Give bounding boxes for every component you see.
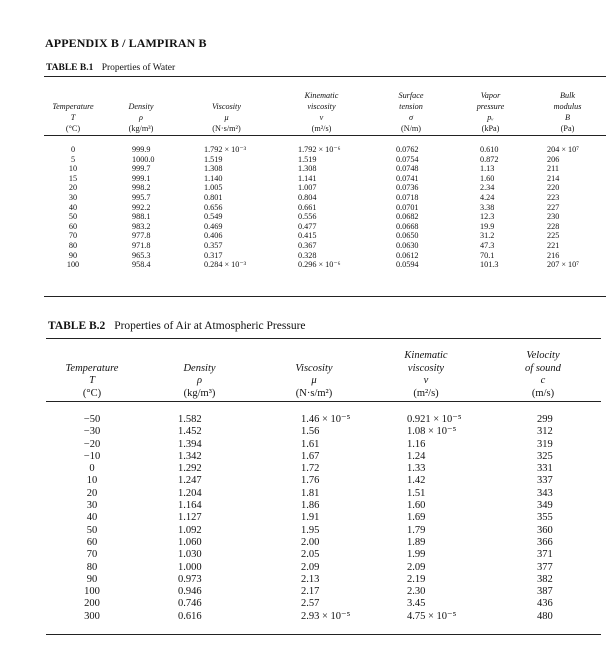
table-cell: 12.3: [480, 212, 495, 222]
column-header: [46, 342, 138, 406]
table-row: [46, 500, 601, 512]
table-row: [44, 138, 606, 155]
table-cell: 1.140: [204, 173, 223, 183]
column-header-symbol: c: [540, 375, 546, 386]
table-row: [46, 463, 601, 475]
table2-caption: [48, 320, 306, 332]
table-cell: 999.7: [132, 164, 151, 174]
column-header-name: Surface tension: [398, 91, 424, 111]
table-cell: 15: [68, 173, 78, 183]
table-row: [44, 174, 606, 184]
table1-label: TABLE B.1: [46, 63, 94, 73]
column-header-symbol: pᵥ: [487, 113, 494, 122]
table-cell: 214: [547, 173, 560, 183]
table-cell: 1.394: [178, 438, 202, 450]
table-cell: 1.204: [178, 487, 202, 499]
table-cell: 1.86: [301, 500, 320, 512]
column-header-symbol: μ: [224, 113, 229, 122]
table-cell: 2.57: [301, 598, 320, 610]
table-row: [46, 525, 601, 537]
table-cell: 1.95: [301, 524, 320, 536]
table-cell: 5: [70, 154, 76, 164]
column-header-unit: (Pa): [560, 124, 575, 133]
table-row: [44, 231, 606, 241]
table-cell: 4.75 × 10⁻⁵: [407, 610, 457, 622]
table-cell: 0.0612: [396, 250, 419, 260]
table-row: [46, 406, 601, 426]
table-cell: 1.164: [178, 500, 202, 512]
table1-body: [44, 138, 606, 270]
column-header-unit: (°C): [82, 387, 102, 399]
table-cell: 343: [537, 487, 553, 499]
table-cell: 436: [537, 598, 553, 610]
table-cell: 206: [547, 154, 560, 164]
table-row: [44, 203, 606, 213]
table-cell: 1.60: [480, 173, 495, 183]
table-cell: 0: [70, 145, 76, 154]
table1-header-row: [44, 82, 606, 138]
table-cell: 1.000: [178, 561, 202, 573]
column-header-unit: (°C): [65, 124, 81, 133]
table-row: [46, 475, 601, 487]
table-cell: 228: [547, 221, 560, 231]
column-header-name: Kinematic viscosity: [404, 350, 448, 374]
table-cell: 1.519: [204, 154, 223, 164]
table-cell: 2.00: [301, 536, 320, 548]
table-cell: 60: [68, 221, 78, 231]
table-cell: 90: [86, 573, 98, 585]
table-cell: 377: [537, 561, 553, 573]
table-cell: 2.09: [407, 561, 426, 573]
table-cell: 300: [84, 610, 100, 622]
column-header: [485, 342, 601, 406]
table-cell: 0.296 × 10⁻⁶: [298, 260, 341, 270]
table-cell: 2.19: [407, 573, 426, 585]
table-cell: 3.38: [480, 202, 495, 212]
table-cell: 360: [537, 524, 553, 536]
table-cell: 971.8: [132, 240, 151, 250]
column-header: [180, 82, 273, 138]
table-cell: 1.308: [298, 164, 317, 174]
table-cell: 1.91: [301, 512, 320, 524]
table-cell: 0.872: [480, 154, 499, 164]
column-header-name: Temperature: [65, 362, 119, 374]
table-row: [46, 537, 601, 549]
table-cell: 0.0741: [396, 173, 419, 183]
table-cell: 90: [68, 250, 78, 260]
table-cell: 1.69: [407, 512, 426, 524]
column-header-unit: (N/m): [400, 124, 421, 133]
table-cell: 312: [537, 426, 553, 438]
table-row: [46, 574, 601, 586]
column-header-unit: (kPa): [481, 124, 500, 133]
table-row: [46, 512, 601, 524]
table-row: [46, 562, 601, 574]
table-cell: 1.452: [178, 426, 202, 438]
column-header: [102, 82, 180, 138]
column-header-name: Temperature: [52, 102, 94, 111]
column-header: [261, 342, 367, 406]
table-cell: 0.477: [298, 221, 317, 231]
table-cell: 30: [86, 500, 98, 512]
column-header: [452, 82, 529, 138]
table1-top-rule: [44, 76, 606, 77]
table-cell: 1.46 × 10⁻⁵: [301, 414, 351, 425]
table-cell: 0.0650: [396, 231, 419, 241]
column-header-unit: (m²/s): [413, 387, 439, 399]
table-cell: 355: [537, 512, 553, 524]
table-cell: 1.030: [178, 549, 202, 561]
table-cell: 30: [68, 192, 78, 202]
table-cell: 220: [547, 183, 560, 193]
table-cell: 0.801: [204, 192, 223, 202]
column-header: [138, 342, 261, 406]
table-cell: −10: [83, 450, 101, 462]
table-cell: 2.93 × 10⁻⁵: [301, 610, 351, 622]
table-cell: 1.792 × 10⁻⁶: [298, 145, 341, 154]
table1-title: Properties of Water: [101, 63, 176, 73]
table-row: [46, 598, 601, 610]
table-cell: 0.616: [178, 610, 202, 622]
appendix-title: APPENDIX B / LAMPIRAN B: [45, 36, 207, 50]
table-cell: 2.05: [301, 549, 320, 561]
column-header-name: Vapor pressure: [476, 91, 505, 111]
column-header-name: Kinematic viscosity: [304, 91, 339, 111]
table-cell: 0: [89, 463, 95, 475]
table2: [46, 342, 601, 623]
table-cell: 998.2: [132, 183, 151, 193]
table-cell: 204 × 10⁷: [547, 145, 580, 154]
table-cell: 1.060: [178, 536, 202, 548]
column-header-name: Viscosity: [295, 362, 333, 374]
table-cell: 299: [537, 414, 553, 425]
table-cell: 1.99: [407, 549, 426, 561]
table-cell: 0.0754: [396, 154, 419, 164]
table-cell: 1.519: [298, 154, 317, 164]
table-cell: 382: [537, 573, 553, 585]
table-cell: 227: [547, 202, 560, 212]
table-cell: 1.005: [204, 183, 223, 193]
table-cell: 80: [68, 240, 78, 250]
table-cell: 1.33: [407, 463, 426, 475]
table-cell: 0.804: [298, 192, 317, 202]
table-cell: 349: [537, 500, 553, 512]
table-cell: 1.51: [407, 487, 426, 499]
table-cell: 0.973: [178, 573, 202, 585]
table-row: [44, 260, 606, 270]
table-cell: 1.61: [301, 438, 320, 450]
table-cell: 50: [86, 524, 98, 536]
table-cell: 1.60: [407, 500, 426, 512]
table-cell: 0.656: [204, 202, 223, 212]
table-cell: 0.469: [204, 221, 223, 231]
table-cell: 1.13: [480, 164, 495, 174]
table-cell: 10: [86, 475, 98, 487]
column-header: [370, 82, 452, 138]
table-cell: 0.0594: [396, 260, 419, 270]
table-cell: 47.3: [480, 240, 495, 250]
table-cell: 983.2: [132, 221, 151, 231]
column-header-unit: (N·s/m²): [295, 387, 333, 399]
table-cell: 1.42: [407, 475, 426, 487]
table-row: [46, 451, 601, 463]
table-cell: 2.17: [301, 586, 320, 598]
table-cell: 1.292: [178, 463, 202, 475]
column-header: [529, 82, 606, 138]
table-cell: 20: [86, 487, 98, 499]
table-cell: 70.1: [480, 250, 495, 260]
table-cell: 337: [537, 475, 553, 487]
table-row: [46, 426, 601, 438]
table-cell: 2.34: [480, 183, 495, 193]
table-cell: −20: [83, 438, 101, 450]
column-header-symbol: ρ: [139, 113, 143, 122]
table-cell: 1.76: [301, 475, 320, 487]
table-cell: 1.092: [178, 524, 202, 536]
column-header-name: Density: [128, 102, 154, 111]
table-row: [46, 488, 601, 500]
table-cell: 40: [68, 202, 78, 212]
column-header-name: Velocity of sound: [525, 350, 561, 374]
table-cell: 70: [86, 549, 98, 561]
table-cell: 0.746: [178, 598, 202, 610]
table-cell: 1.81: [301, 487, 320, 499]
table-cell: 0.0630: [396, 240, 419, 250]
table-cell: 1.247: [178, 475, 202, 487]
column-header-symbol: ν: [423, 375, 429, 386]
table-cell: 0.367: [298, 240, 317, 250]
column-header: [367, 342, 485, 406]
column-header: [44, 82, 102, 138]
table-cell: 0.556: [298, 212, 317, 222]
table2-top-rule: [46, 338, 601, 339]
table-cell: 0.317: [204, 250, 223, 260]
table-cell: 2.13: [301, 573, 320, 585]
column-header-unit: (N·s/m²): [212, 124, 241, 133]
table-cell: 319: [537, 438, 553, 450]
table-cell: 387: [537, 586, 553, 598]
table-cell: 2.09: [301, 561, 320, 573]
column-header-unit: (kg/m³): [128, 124, 154, 133]
table-cell: 60: [86, 536, 98, 548]
table-cell: 211: [547, 164, 559, 174]
table-cell: 1.79: [407, 524, 426, 536]
table-cell: 1.89: [407, 536, 426, 548]
column-header-unit: (m²/s): [311, 124, 332, 133]
table-cell: 101.3: [480, 260, 499, 270]
table-cell: 366: [537, 536, 553, 548]
table-row: [44, 164, 606, 174]
column-header-symbol: ρ: [196, 375, 203, 386]
table-cell: 216: [547, 250, 560, 260]
table-cell: 1000.0: [132, 154, 155, 164]
table-cell: 0.357: [204, 240, 223, 250]
column-header-symbol: σ: [408, 113, 414, 122]
table-cell: 999.9: [132, 145, 151, 154]
column-header-symbol: B: [564, 113, 570, 122]
table-row: [44, 193, 606, 203]
table-cell: 0.946: [178, 586, 202, 598]
table-row: [46, 549, 601, 561]
table-cell: 50: [68, 212, 78, 222]
column-header-symbol: T: [89, 375, 95, 386]
table-cell: 325: [537, 450, 553, 462]
table-cell: 0.661: [298, 202, 317, 212]
table-cell: 1.56: [301, 426, 320, 438]
table-cell: 0.0748: [396, 164, 419, 174]
table-cell: 1.308: [204, 164, 223, 174]
table-cell: 331: [537, 463, 553, 475]
table-cell: 200: [84, 598, 100, 610]
table-cell: 0.0682: [396, 212, 419, 222]
table-cell: 0.0718: [396, 192, 419, 202]
table-cell: 0.415: [298, 231, 317, 241]
table-row: [44, 212, 606, 222]
table-row: [44, 155, 606, 165]
table-cell: 0.549: [204, 212, 223, 222]
table-cell: 0.284 × 10⁻³: [204, 260, 247, 270]
table-cell: 995.7: [132, 192, 151, 202]
table-cell: 977.8: [132, 231, 151, 241]
table1: [44, 82, 606, 270]
table-row: [46, 611, 601, 623]
table-cell: −50: [83, 414, 101, 425]
table-cell: 1.582: [178, 414, 202, 425]
table-cell: 371: [537, 549, 553, 561]
table-cell: 10: [68, 164, 78, 174]
table-cell: 4.24: [480, 192, 495, 202]
table-cell: 80: [86, 561, 98, 573]
table-cell: 992.2: [132, 202, 151, 212]
column-header-name: Bulk modulus: [553, 91, 582, 111]
table-cell: 1.792 × 10⁻³: [204, 145, 247, 154]
table-cell: 40: [86, 512, 98, 524]
column-header-symbol: T: [70, 113, 76, 122]
table-cell: 19.9: [480, 221, 495, 231]
table-cell: 100: [66, 260, 80, 270]
table-cell: 480: [537, 610, 553, 622]
table-cell: 1.67: [301, 450, 320, 462]
table-cell: 0.0762: [396, 145, 419, 154]
table-cell: 0.0736: [396, 183, 419, 193]
table-cell: 0.406: [204, 231, 223, 241]
column-header-name: Viscosity: [212, 102, 241, 111]
table-cell: 2.30: [407, 586, 426, 598]
table1-caption: [46, 63, 175, 73]
table-cell: 1.141: [298, 173, 317, 183]
table-row: [46, 586, 601, 598]
column-header-unit: (m/s): [531, 387, 555, 399]
table2-bottom-rule: [46, 634, 601, 635]
table-cell: 221: [547, 240, 560, 250]
table1-bottom-rule: [44, 296, 606, 297]
table-cell: −30: [83, 426, 101, 438]
table-cell: 965.3: [132, 250, 151, 260]
table-cell: 1.007: [298, 183, 317, 193]
table-cell: 31.2: [480, 231, 495, 241]
table-cell: 70: [68, 231, 78, 241]
table-cell: 958.4: [132, 260, 151, 270]
table-row: [44, 222, 606, 232]
table-cell: 3.45: [407, 598, 426, 610]
table-cell: 0.0668: [396, 221, 419, 231]
table-row: [44, 241, 606, 251]
table-cell: 0.0701: [396, 202, 419, 212]
column-header-symbol: ν: [319, 113, 324, 122]
table-cell: 988.1: [132, 212, 151, 222]
table-row: [46, 439, 601, 451]
table-cell: 100: [84, 586, 100, 598]
table-row: [44, 183, 606, 193]
table-cell: 0.921 × 10⁻⁵: [407, 414, 462, 425]
table2-label: TABLE B.2: [48, 320, 106, 332]
table-cell: 1.72: [301, 463, 320, 475]
column-header-name: Density: [183, 362, 216, 374]
table2-title: Properties of Air at Atmospheric Pressure: [114, 320, 306, 332]
table-cell: 20: [68, 183, 78, 193]
table-cell: 207 × 10⁷: [547, 260, 580, 270]
table2-header-row: [46, 342, 601, 406]
table-row: [44, 251, 606, 261]
table-cell: 0.328: [298, 250, 317, 260]
table-cell: 223: [547, 192, 560, 202]
table-cell: 1.16: [407, 438, 426, 450]
table-cell: 1.127: [178, 512, 202, 524]
table-cell: 225: [547, 231, 560, 241]
table-cell: 1.342: [178, 450, 202, 462]
column-header-symbol: μ: [311, 375, 317, 386]
table-cell: 1.24: [407, 450, 426, 462]
table-cell: 999.1: [132, 173, 151, 183]
table-cell: 1.08 × 10⁻⁵: [407, 426, 457, 438]
column-header-unit: (kg/m³): [183, 387, 216, 399]
table2-body: [46, 406, 601, 623]
column-header: [273, 82, 370, 138]
table-cell: 230: [547, 212, 560, 222]
table-cell: 0.610: [480, 145, 499, 154]
